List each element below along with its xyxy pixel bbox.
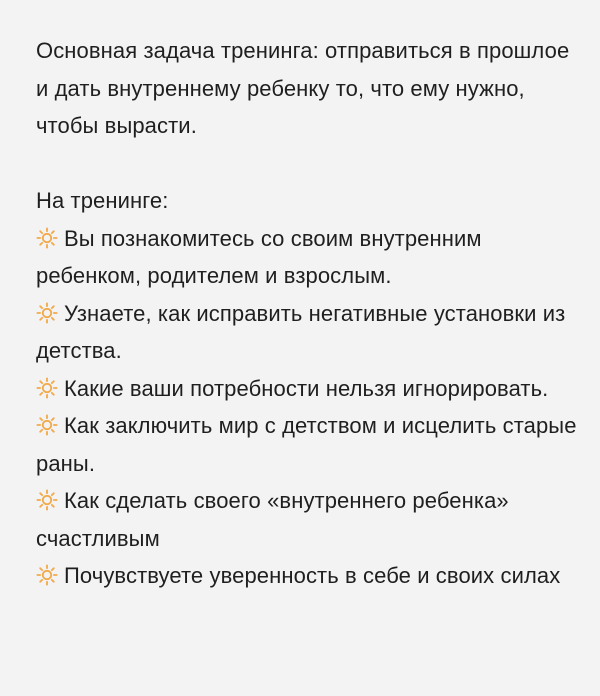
- list-item-text: Как сделать своего «внутреннего ребенка» счастливым: [36, 488, 509, 551]
- sun-icon: [36, 489, 58, 511]
- list-item: [36, 557, 584, 595]
- sun-icon: [36, 227, 58, 249]
- list-item-text: Вы познакомитесь со своим внутренним ребенком, родителем и взрослым.: [36, 225, 482, 288]
- list-item-text: Какие ваши потребности нельзя игнорировать.: [64, 375, 549, 401]
- list-item: [36, 407, 584, 482]
- list-item: [36, 295, 584, 370]
- sun-icon: [36, 302, 58, 324]
- post-text: [36, 32, 584, 595]
- list-item-text: Узнаете, как исправить негативные установки из детства.: [36, 300, 566, 363]
- sun-icon: [36, 564, 58, 586]
- list-item-text: Как заключить мир с детством и исцелить старые раны.: [36, 413, 577, 476]
- list-item: [36, 370, 584, 408]
- sun-icon: [36, 377, 58, 399]
- intro-paragraph: Основная задача тренинга: отправиться в прошлое и дать внутреннему ребенку то, что ему нужно, чтобы вырасти.: [36, 38, 570, 138]
- list-item-text: Почувствуете уверенность в себе и своих силах: [64, 563, 561, 588]
- list-item: [36, 220, 584, 295]
- list-heading: На тренинге:: [36, 188, 169, 213]
- list-item: [36, 482, 584, 557]
- paragraph-spacer: [36, 145, 584, 183]
- bullet-list: [36, 220, 584, 595]
- sun-icon: [36, 414, 58, 436]
